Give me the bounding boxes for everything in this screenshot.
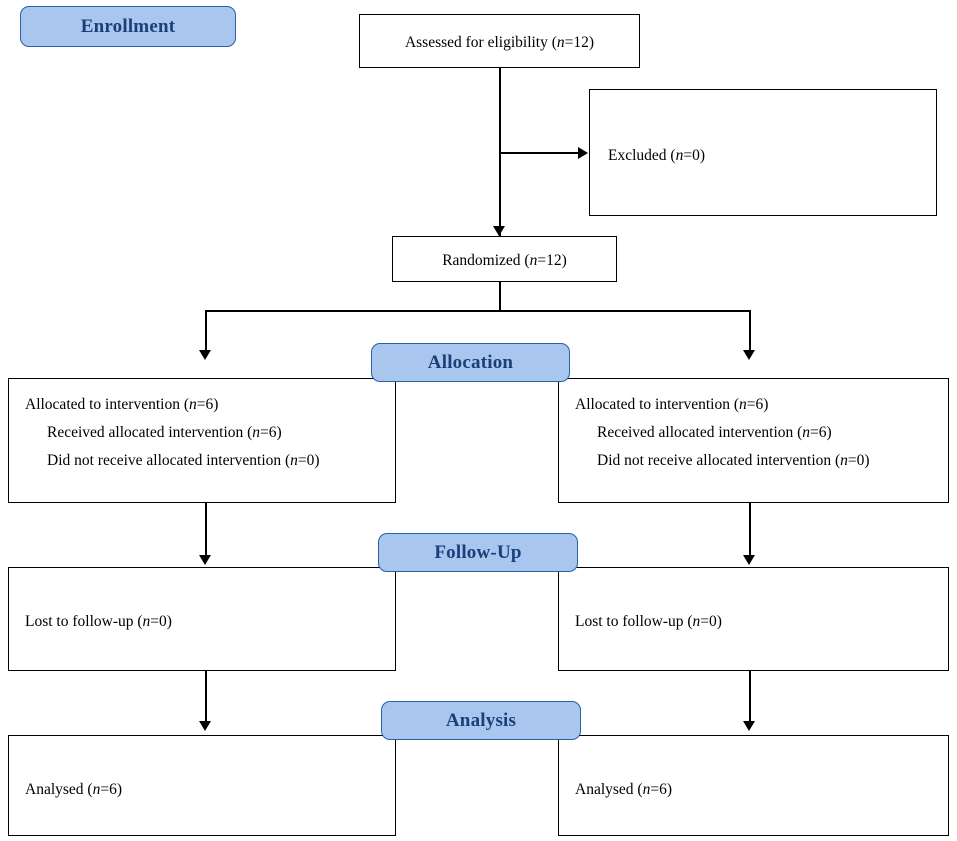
connector-split-right bbox=[749, 310, 751, 352]
stage-label-follow-up-text: Follow-Up bbox=[434, 541, 522, 563]
box-followup-left-text: Lost to follow-up (n=0) bbox=[25, 613, 172, 630]
box-analysis-left bbox=[8, 735, 396, 836]
arrowhead-allocation-left bbox=[199, 350, 211, 360]
box-allocated-right-line1: Allocated to intervention (n=6) bbox=[575, 396, 769, 413]
arrowhead-followup-right bbox=[743, 555, 755, 565]
connector-split-left bbox=[205, 310, 207, 352]
connector-split-horizontal bbox=[205, 310, 750, 312]
arrowhead-excluded bbox=[578, 147, 588, 159]
box-allocated-right-line2: Received allocated intervention (n=6) bbox=[597, 424, 832, 441]
box-followup-right bbox=[558, 567, 949, 671]
box-allocated-left bbox=[8, 378, 396, 503]
arrowhead-randomized bbox=[493, 226, 505, 236]
connector-followup-left-to-analysis bbox=[205, 671, 207, 723]
box-allocated-left-line2: Received allocated intervention (n=6) bbox=[47, 424, 282, 441]
box-excluded bbox=[589, 89, 937, 216]
arrowhead-analysis-left bbox=[199, 721, 211, 731]
arrowhead-analysis-right bbox=[743, 721, 755, 731]
stage-label-enrollment bbox=[20, 6, 236, 47]
box-followup-right-text: Lost to follow-up (n=0) bbox=[575, 613, 722, 630]
stage-label-analysis bbox=[381, 701, 581, 740]
box-followup-left bbox=[8, 567, 396, 671]
arrowhead-followup-left bbox=[199, 555, 211, 565]
box-allocated-left-line1: Allocated to intervention (n=6) bbox=[25, 396, 219, 413]
stage-label-allocation-text: Allocation bbox=[427, 351, 514, 373]
stage-label-follow-up bbox=[378, 533, 578, 572]
connector-randomized-down bbox=[499, 282, 501, 311]
stage-label-enrollment-text: Enrollment bbox=[80, 15, 176, 37]
box-analysis-right bbox=[558, 735, 949, 836]
box-analysis-right-text: Analysed (n=6) bbox=[575, 781, 672, 798]
connector-to-excluded bbox=[499, 152, 579, 154]
box-assessed-text: Assessed for eligibility (n=12) bbox=[404, 34, 595, 51]
box-excluded-text: Excluded (n=0) bbox=[608, 147, 705, 164]
box-analysis-left-text: Analysed (n=6) bbox=[25, 781, 122, 798]
box-randomized bbox=[392, 236, 617, 282]
stage-label-allocation bbox=[371, 343, 570, 382]
stage-label-analysis-text: Analysis bbox=[445, 709, 517, 731]
connector-followup-right-to-analysis bbox=[749, 671, 751, 723]
box-allocated-left-line3: Did not receive allocated intervention (n=0) bbox=[47, 452, 320, 469]
box-allocated-right bbox=[558, 378, 949, 503]
box-randomized-text: Randomized (n=12) bbox=[442, 252, 567, 269]
connector-alloc-right-to-followup bbox=[749, 503, 751, 557]
box-assessed-for-eligibility bbox=[359, 14, 640, 68]
box-allocated-right-line3: Did not receive allocated intervention (n=0) bbox=[597, 452, 870, 469]
arrowhead-allocation-right bbox=[743, 350, 755, 360]
connector-alloc-left-to-followup bbox=[205, 503, 207, 557]
